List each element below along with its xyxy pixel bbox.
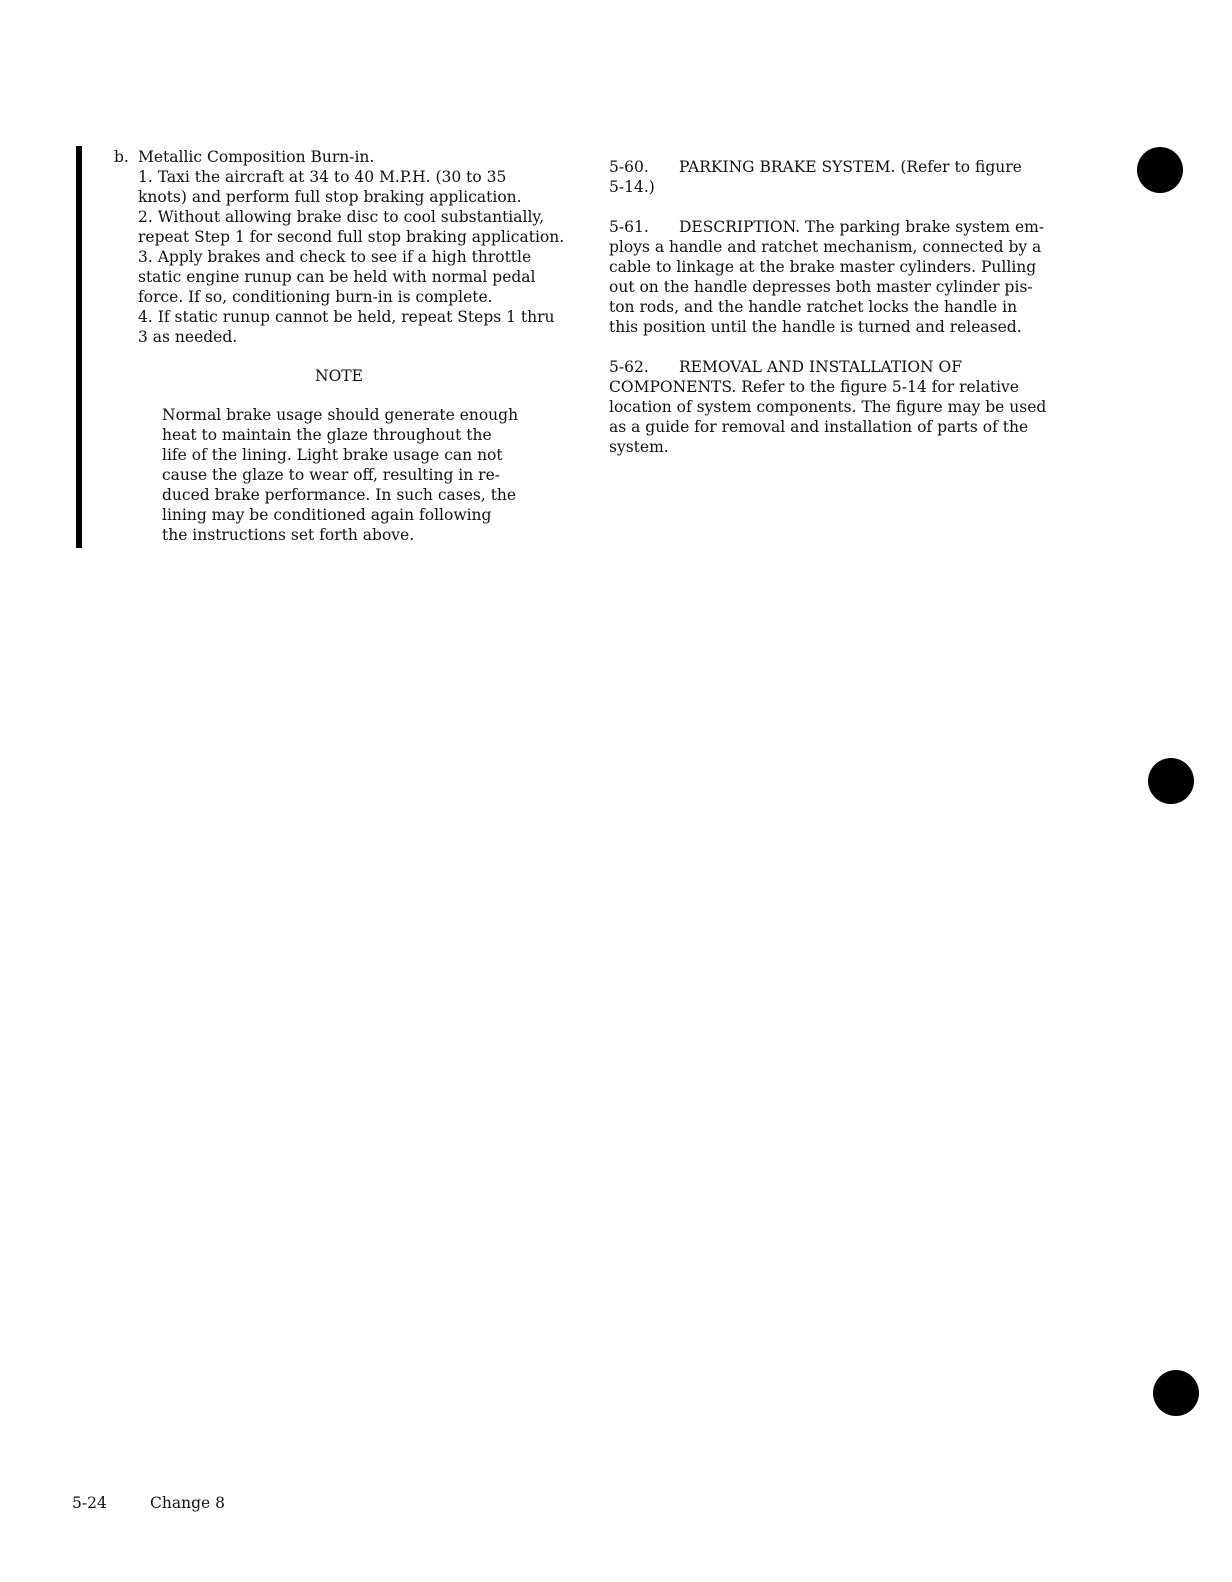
paragraph-text: system. <box>609 438 669 456</box>
section-heading <box>114 147 584 167</box>
note-line: life of the lining. Light brake usage can not <box>162 446 503 464</box>
step-text: Without allowing brake disc to cool substantially, <box>157 208 545 226</box>
paragraph-text: PARKING BRAKE SYSTEM. (Refer to figure <box>679 158 1022 176</box>
step-text: 3 as needed. <box>138 328 238 346</box>
note-line: the instructions set forth above. <box>162 526 415 544</box>
step-4 <box>114 307 584 347</box>
note-body <box>114 405 584 545</box>
paragraph-text: DESCRIPTION. The parking brake system em- <box>679 218 1045 236</box>
step-text: Apply brakes and check to see if a high throttle <box>157 248 532 266</box>
step-2 <box>114 207 584 247</box>
paragraph-text: as a guide for removal and installation of parts of the <box>609 418 1029 436</box>
note-line: Normal brake usage should generate enough <box>162 406 519 424</box>
paragraph-number: 5-61. <box>609 218 649 236</box>
step-text: static engine runup can be held with normal pedal <box>138 268 536 286</box>
step-number: 1. <box>138 168 153 186</box>
right-column <box>609 157 1069 477</box>
paragraph-text: cable to linkage at the brake master cylinders. Pulling <box>609 258 1037 276</box>
binder-hole-top <box>1137 147 1183 193</box>
step-1 <box>114 167 584 207</box>
note-line: duced brake performance. In such cases, the <box>162 486 517 504</box>
paragraph-text: ton rods, and the handle ratchet locks the handle in <box>609 298 1018 316</box>
paragraph-text: 5-14.) <box>609 178 655 196</box>
paragraph-text: location of system components. The figure may be used <box>609 398 1047 416</box>
paragraph-text: this position until the handle is turned and released. <box>609 318 1022 336</box>
paragraph-number: 5-62. <box>609 358 649 376</box>
step-text: knots) and perform full stop braking application. <box>138 188 522 206</box>
paragraph-5-61 <box>609 217 1069 337</box>
binder-hole-middle <box>1148 758 1194 804</box>
page-number: 5-24 <box>72 1494 107 1512</box>
paragraph-5-62 <box>609 357 1069 457</box>
paragraph-text: COMPONENTS. Refer to the figure 5-14 for relative <box>609 378 1019 396</box>
paragraph-text: ploys a handle and ratchet mechanism, connected by a <box>609 238 1042 256</box>
revision-change-bar <box>76 146 82 548</box>
step-text: force. If so, conditioning burn-in is complete. <box>138 288 493 306</box>
step-number: 2. <box>138 208 153 226</box>
step-text: repeat Step 1 for second full stop braking application. <box>138 228 565 246</box>
change-number: Change 8 <box>150 1494 225 1512</box>
step-text: Taxi the aircraft at 34 to 40 M.P.H. (30 to 35 <box>157 168 507 186</box>
paragraph-text: REMOVAL AND INSTALLATION OF <box>679 358 962 376</box>
step-number: 3. <box>138 248 153 266</box>
binder-hole-bottom <box>1153 1370 1199 1416</box>
step-number: 4. <box>138 308 153 326</box>
paragraph-number: 5-60. <box>609 158 649 176</box>
section-heading-text: Metallic Composition Burn-in. <box>138 148 375 166</box>
step-3 <box>114 247 584 307</box>
paragraph-5-60 <box>609 157 1069 197</box>
note-line: cause the glaze to wear off, resulting in re- <box>162 466 500 484</box>
step-text: If static runup cannot be held, repeat Steps 1 thru <box>157 308 555 326</box>
left-column <box>114 147 584 545</box>
note-line: lining may be conditioned again following <box>162 506 492 524</box>
section-heading-label: b. <box>114 148 129 166</box>
paragraph-text: out on the handle depresses both master cylinder pis- <box>609 278 1033 296</box>
note-line: heat to maintain the glaze throughout the <box>162 426 492 444</box>
note-heading: NOTE <box>315 367 363 385</box>
